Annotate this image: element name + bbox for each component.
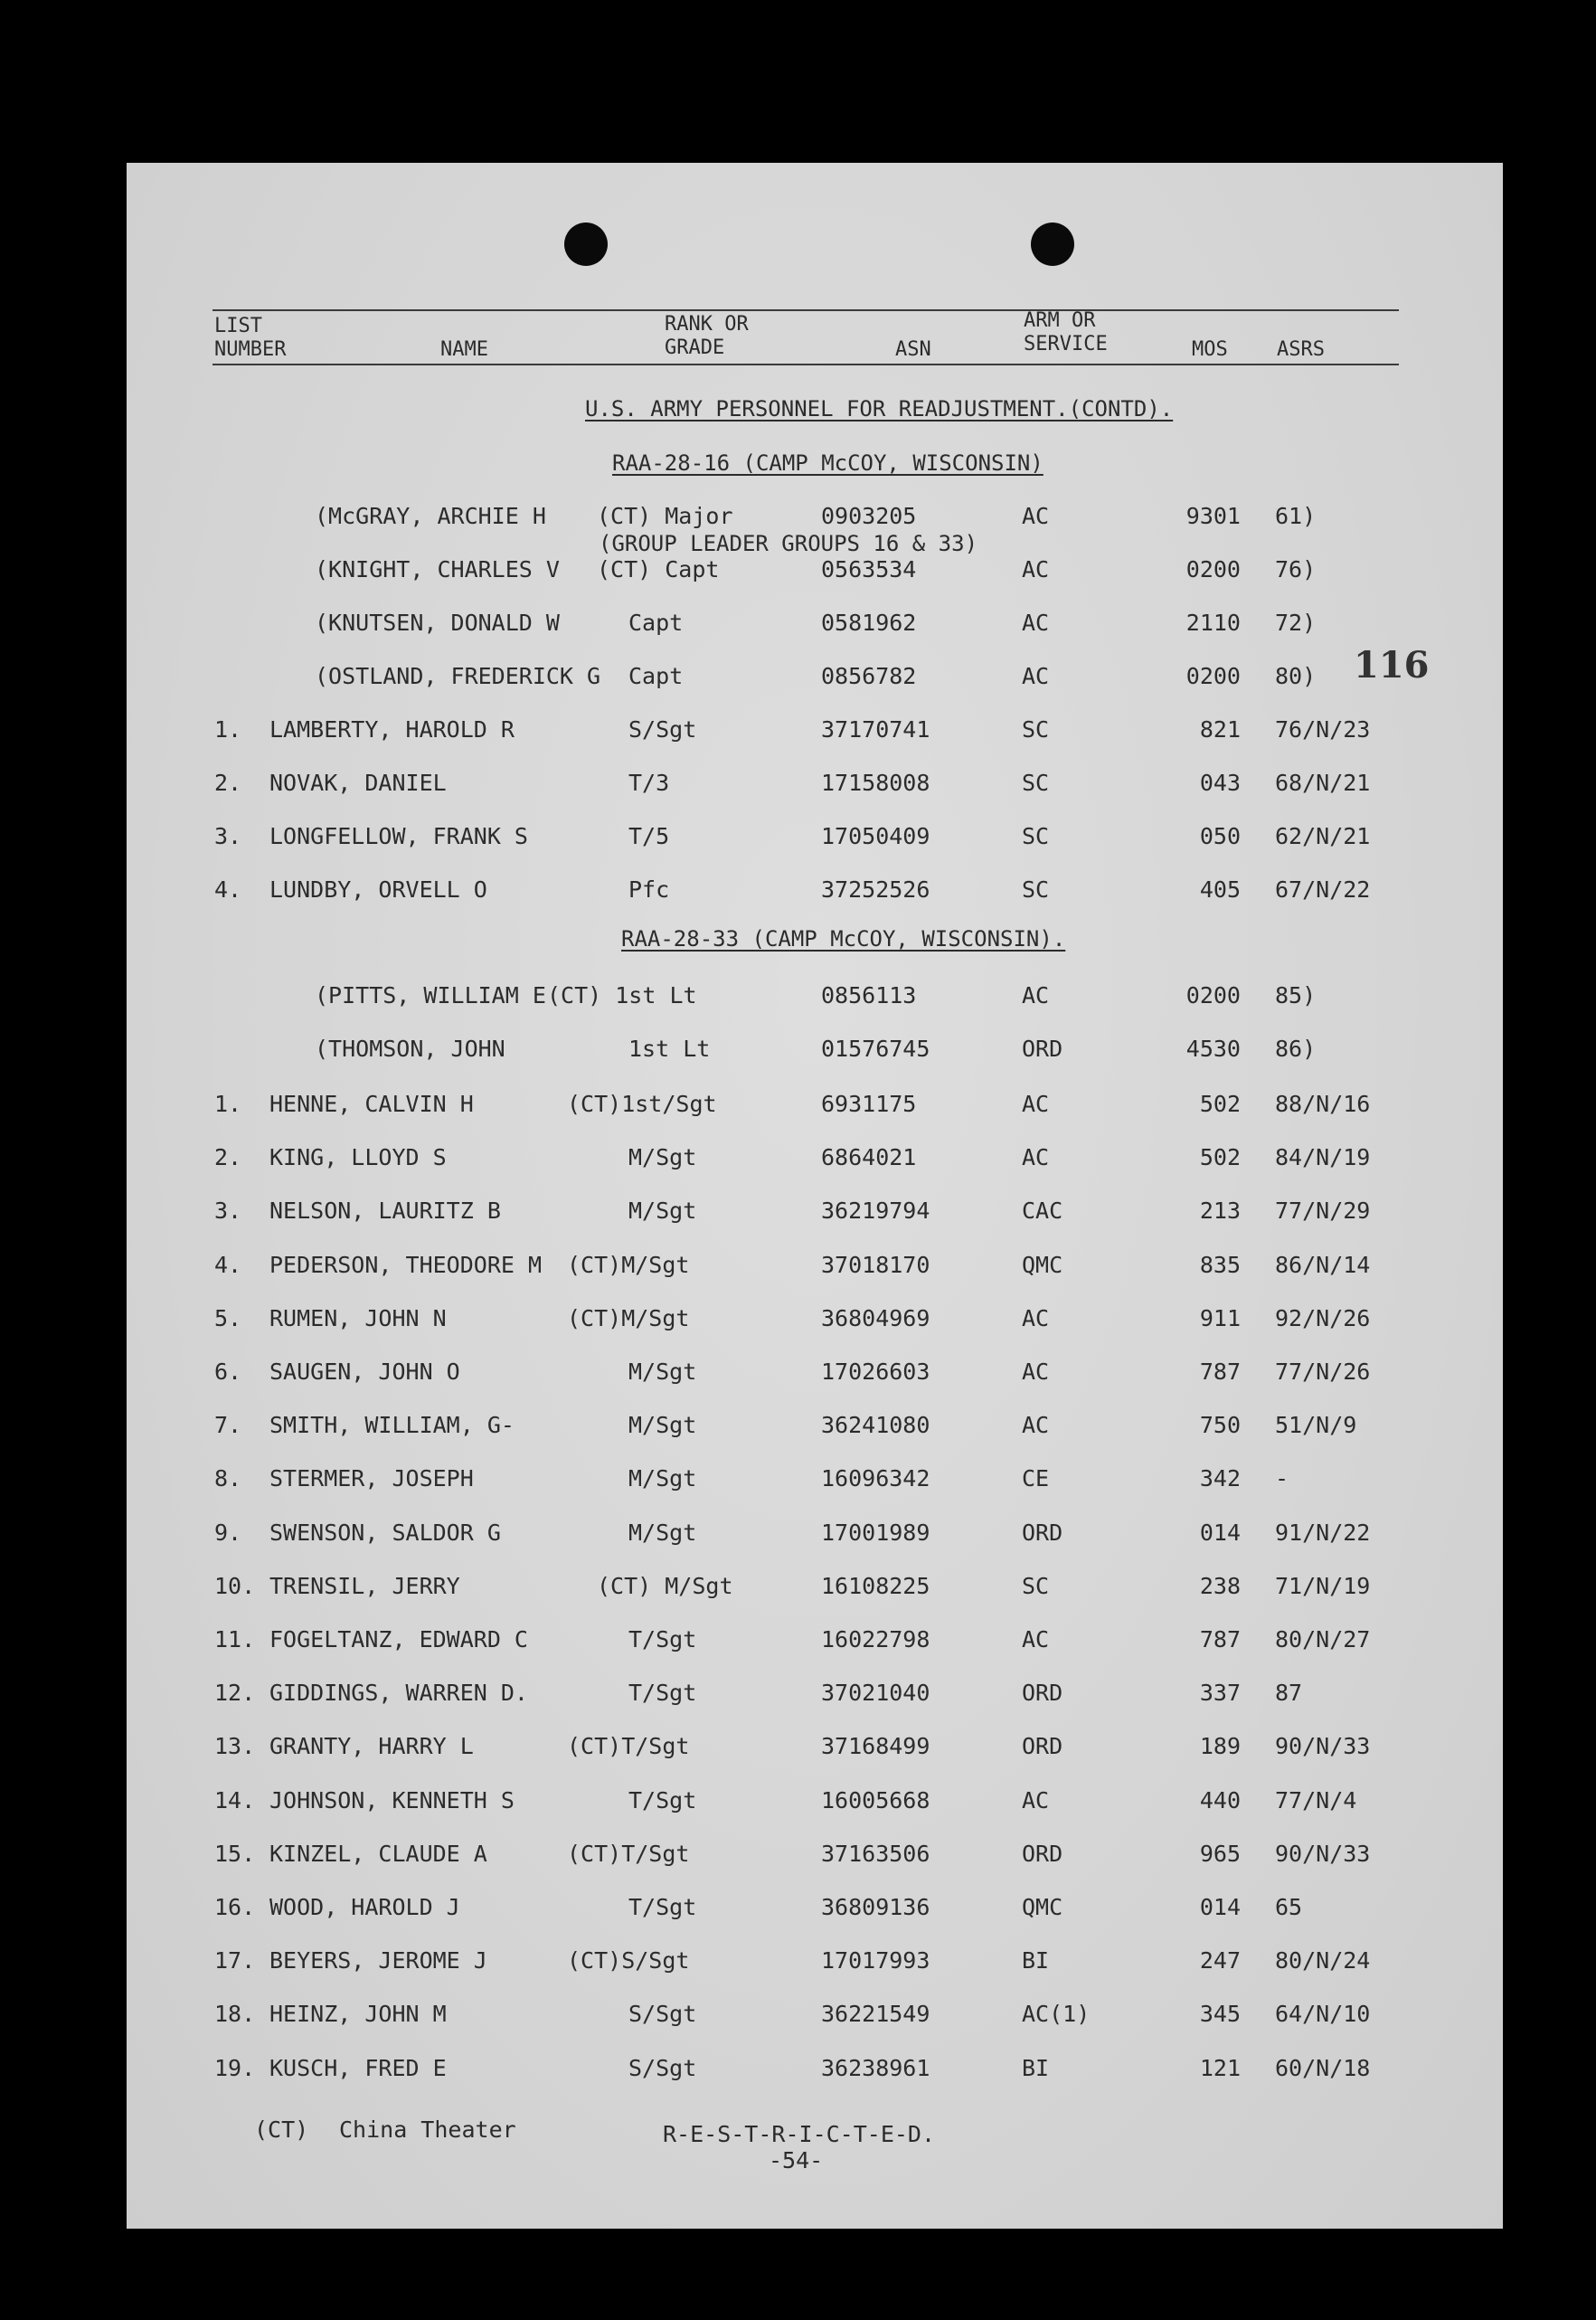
arm-or-service: ORD <box>1022 1840 1063 1867</box>
asrs: 85) <box>1275 982 1317 1008</box>
arm-or-service: AC <box>1022 1626 1050 1652</box>
asrs: 51/N/9 <box>1275 1412 1357 1439</box>
asrs: 65 <box>1275 1894 1303 1920</box>
person-name: (OSTLAND, FREDERICK G <box>315 663 601 689</box>
rank-grade: M/Sgt <box>628 1465 697 1492</box>
asn: 37018170 <box>821 1251 930 1278</box>
asrs: 92/N/26 <box>1275 1304 1371 1331</box>
asrs: 90/N/33 <box>1275 1840 1371 1867</box>
list-number: 14. <box>214 1786 256 1813</box>
arm-or-service: QMC <box>1022 1251 1063 1278</box>
rank-grade: (CT) Capt <box>597 556 720 582</box>
rank-grade: Capt <box>628 610 684 636</box>
asrs: 60/N/18 <box>1275 2054 1371 2081</box>
mos: 121 <box>1199 2054 1241 2081</box>
asn: 37021040 <box>821 1680 930 1707</box>
mos: 0200 <box>1185 556 1241 582</box>
mos: 9301 <box>1185 503 1241 529</box>
asn: 37163506 <box>821 1840 930 1867</box>
rank-grade: S/Sgt <box>628 716 697 743</box>
person-name: SWENSON, SALDOR G <box>269 1519 501 1546</box>
asn: 37170741 <box>821 716 930 743</box>
arm-or-service: AC <box>1022 1304 1050 1331</box>
list-number: 9. <box>214 1519 242 1546</box>
mos: 911 <box>1199 1304 1241 1331</box>
rank-grade: T/Sgt <box>628 1786 697 1813</box>
arm-or-service: SC <box>1022 823 1050 849</box>
mos: 965 <box>1199 1840 1241 1867</box>
person-name: HENNE, CALVIN H <box>269 1091 474 1117</box>
asrs: 71/N/19 <box>1275 1572 1371 1599</box>
rank-grade: T/Sgt <box>628 1626 697 1652</box>
arm-or-service: SC <box>1022 770 1050 796</box>
list-number: 1. <box>214 1091 242 1117</box>
asrs: 80) <box>1275 663 1317 689</box>
asrs: 62/N/21 <box>1275 823 1371 849</box>
mos: 043 <box>1199 770 1241 796</box>
list-number: 7. <box>214 1412 242 1439</box>
list-number: 10. <box>214 1572 256 1599</box>
asrs: 77/N/26 <box>1275 1359 1371 1385</box>
arm-or-service: AC <box>1022 1786 1050 1813</box>
mos: 440 <box>1199 1786 1241 1813</box>
arm-or-service: AC <box>1022 503 1050 529</box>
asrs: 86/N/14 <box>1275 1251 1371 1278</box>
rank-grade: T/5 <box>628 823 670 849</box>
arm-or-service: AC(1) <box>1022 2001 1091 2028</box>
asn: 17026603 <box>821 1359 930 1385</box>
rank-grade: (CT)M/Sgt <box>567 1251 690 1278</box>
mos: 247 <box>1199 1947 1241 1974</box>
list-number: 6. <box>214 1359 242 1385</box>
arm-or-service: AC <box>1022 663 1050 689</box>
mos: 189 <box>1199 1733 1241 1760</box>
arm-or-service: QMC <box>1022 1894 1063 1920</box>
header-arm-or-service: ARM OR SERVICE <box>1024 309 1108 355</box>
asrs: 80/N/27 <box>1275 1626 1371 1652</box>
asrs: 76/N/23 <box>1275 716 1371 743</box>
arm-or-service: AC <box>1022 556 1050 582</box>
asrs: 72) <box>1275 610 1317 636</box>
rank-grade: (CT) Major <box>597 503 733 529</box>
person-name: FOGELTANZ, EDWARD C <box>269 1626 528 1652</box>
asn: 17158008 <box>821 770 930 796</box>
mos: 0200 <box>1185 663 1241 689</box>
person-name: (KNUTSEN, DONALD W <box>315 610 560 636</box>
asn: 36804969 <box>821 1304 930 1331</box>
list-number: 4. <box>214 876 242 903</box>
person-name: BEYERS, JEROME J <box>269 1947 487 1974</box>
rank-grade: (CT) 1st Lt <box>547 982 697 1008</box>
document-page <box>127 163 1503 2229</box>
asrs: 77/N/29 <box>1275 1198 1371 1225</box>
rank-grade: 1st Lt <box>628 1036 711 1062</box>
list-number: 2. <box>214 1144 242 1171</box>
person-name: NOVAK, DANIEL <box>269 770 447 796</box>
mos: 345 <box>1199 2001 1241 2028</box>
person-name: KUSCH, FRED E <box>269 2054 447 2081</box>
rank-grade: M/Sgt <box>628 1519 697 1546</box>
asn: 37168499 <box>821 1733 930 1760</box>
rank-grade: Capt <box>628 663 684 689</box>
mos: 787 <box>1199 1359 1241 1385</box>
arm-or-service: BI <box>1022 1947 1050 1974</box>
person-name: (McGRAY, ARCHIE H <box>315 503 546 529</box>
asrs: 90/N/33 <box>1275 1733 1371 1760</box>
rank-grade: M/Sgt <box>628 1198 697 1225</box>
mos: 0200 <box>1185 982 1241 1008</box>
person-name: GRANTY, HARRY L <box>269 1733 474 1760</box>
header-asrs: ASRS <box>1277 338 1325 361</box>
mos: 2110 <box>1185 610 1241 636</box>
arm-or-service: AC <box>1022 610 1050 636</box>
mos: 787 <box>1199 1626 1241 1652</box>
arm-or-service: AC <box>1022 1359 1050 1385</box>
person-name: LONGFELLOW, FRANK S <box>269 823 528 849</box>
list-number: 4. <box>214 1251 242 1278</box>
main-title: U.S. ARMY PERSONNEL FOR READJUSTMENT.(CONTD). <box>585 396 1174 421</box>
mos: 4530 <box>1185 1036 1241 1062</box>
arm-or-service: SC <box>1022 716 1050 743</box>
list-number: 13. <box>214 1733 256 1760</box>
asn: 16108225 <box>821 1572 930 1599</box>
arm-or-service: BI <box>1022 2054 1050 2081</box>
asn: 36221549 <box>821 2001 930 2028</box>
asrs: 76) <box>1275 556 1317 582</box>
rank-grade: M/Sgt <box>628 1144 697 1171</box>
header-top-rule <box>212 309 1399 311</box>
rank-grade: T/Sgt <box>628 1680 697 1707</box>
asn: 6931175 <box>821 1091 917 1117</box>
rank-grade: (CT)1st/Sgt <box>567 1091 717 1117</box>
rank-grade: (CT)S/Sgt <box>567 1947 690 1974</box>
arm-or-service: ORD <box>1022 1733 1063 1760</box>
person-name: SMITH, WILLIAM, G- <box>269 1412 515 1439</box>
group-leader-note: (GROUP LEADER GROUPS 16 & 33) <box>599 531 978 556</box>
footer-ct-abbrev: (CT) <box>254 2116 309 2143</box>
asrs: 87 <box>1275 1680 1303 1707</box>
person-name: LAMBERTY, HAROLD R <box>269 716 515 743</box>
list-number: 19. <box>214 2054 256 2081</box>
asn: 0856113 <box>821 982 917 1008</box>
rank-grade: (CT)T/Sgt <box>567 1840 690 1867</box>
mos: 502 <box>1199 1091 1241 1117</box>
arm-or-service: SC <box>1022 876 1050 903</box>
arm-or-service: SC <box>1022 1572 1050 1599</box>
list-number: 12. <box>214 1680 256 1707</box>
list-number: 3. <box>214 1198 242 1225</box>
asrs: 80/N/24 <box>1275 1947 1371 1974</box>
arm-or-service: ORD <box>1022 1680 1063 1707</box>
punch-hole <box>564 223 608 266</box>
mos: 213 <box>1199 1198 1241 1225</box>
rank-grade: T/Sgt <box>628 1894 697 1920</box>
mos: 405 <box>1199 876 1241 903</box>
rank-grade: (CT)T/Sgt <box>567 1733 690 1760</box>
arm-or-service: AC <box>1022 1412 1050 1439</box>
list-number: 8. <box>214 1465 242 1492</box>
arm-or-service: ORD <box>1022 1519 1063 1546</box>
header-asn: ASN <box>895 338 931 361</box>
person-name: (KNIGHT, CHARLES V <box>315 556 560 582</box>
person-name: GIDDINGS, WARREN D. <box>269 1680 528 1707</box>
person-name: (THOMSON, JOHN <box>315 1036 505 1062</box>
person-name: WOOD, HAROLD J <box>269 1894 460 1920</box>
header-rank: RANK OR GRADE <box>665 313 749 359</box>
header-mos: MOS <box>1192 338 1228 361</box>
person-name: NELSON, LAURITZ B <box>269 1198 501 1225</box>
asn: 16005668 <box>821 1786 930 1813</box>
mos: 342 <box>1199 1465 1241 1492</box>
asrs: 84/N/19 <box>1275 1144 1371 1171</box>
asn: 17001989 <box>821 1519 930 1546</box>
arm-or-service: AC <box>1022 1144 1050 1171</box>
list-number: 15. <box>214 1840 256 1867</box>
asn: 01576745 <box>821 1036 930 1062</box>
rank-grade: T/3 <box>628 770 670 796</box>
person-name: KING, LLOYD S <box>269 1144 447 1171</box>
arm-or-service: AC <box>1022 1091 1050 1117</box>
list-number: 18. <box>214 2001 256 2028</box>
asrs: 61) <box>1275 503 1317 529</box>
asn: 36219794 <box>821 1198 930 1225</box>
asrs: 88/N/16 <box>1275 1091 1371 1117</box>
arm-or-service: ORD <box>1022 1036 1063 1062</box>
rank-grade: S/Sgt <box>628 2001 697 2028</box>
asrs: 91/N/22 <box>1275 1519 1371 1546</box>
section1-title: RAA-28-16 (CAMP McCOY, WISCONSIN) <box>612 450 1044 476</box>
asn: 0856782 <box>821 663 917 689</box>
asn: 17017993 <box>821 1947 930 1974</box>
asn: 6864021 <box>821 1144 917 1171</box>
list-number: 2. <box>214 770 242 796</box>
person-name: TRENSIL, JERRY <box>269 1572 460 1599</box>
mos: 835 <box>1199 1251 1241 1278</box>
asrs: 77/N/4 <box>1275 1786 1357 1813</box>
punch-hole <box>1031 223 1074 266</box>
asn: 17050409 <box>821 823 930 849</box>
asn: 36809136 <box>821 1894 930 1920</box>
asrs: 86) <box>1275 1036 1317 1062</box>
arm-or-service: CE <box>1022 1465 1050 1492</box>
mos: 337 <box>1199 1680 1241 1707</box>
person-name: KINZEL, CLAUDE A <box>269 1840 487 1867</box>
rank-grade: (CT) M/Sgt <box>597 1572 733 1599</box>
person-name: SAUGEN, JOHN O <box>269 1359 460 1385</box>
rank-grade: (CT)M/Sgt <box>567 1304 690 1331</box>
person-name: RUMEN, JOHN N <box>269 1304 447 1331</box>
rank-grade: M/Sgt <box>628 1412 697 1439</box>
mos: 014 <box>1199 1519 1241 1546</box>
header-bottom-rule <box>212 364 1399 365</box>
asn: 37252526 <box>821 876 930 903</box>
footer-restricted: R-E-S-T-R-I-C-T-E-D. <box>663 2121 936 2147</box>
asrs: - <box>1275 1465 1289 1492</box>
asn: 0581962 <box>821 610 917 636</box>
footer-ct-meaning: China Theater <box>339 2116 516 2143</box>
asrs: 64/N/10 <box>1275 2001 1371 2028</box>
asrs: 67/N/22 <box>1275 876 1371 903</box>
mos: 821 <box>1199 716 1241 743</box>
arm-or-service: CAC <box>1022 1198 1063 1225</box>
list-number: 5. <box>214 1304 242 1331</box>
asn: 36241080 <box>821 1412 930 1439</box>
person-name: PEDERSON, THEODORE M <box>269 1251 543 1278</box>
arm-or-service: AC <box>1022 982 1050 1008</box>
rank-grade: S/Sgt <box>628 2054 697 2081</box>
asrs: 68/N/21 <box>1275 770 1371 796</box>
asn: 0903205 <box>821 503 917 529</box>
asn: 16022798 <box>821 1626 930 1652</box>
asn: 16096342 <box>821 1465 930 1492</box>
rank-grade: Pfc <box>628 876 670 903</box>
section2-title: RAA-28-33 (CAMP McCOY, WISCONSIN). <box>621 926 1066 952</box>
list-number: 3. <box>214 823 242 849</box>
asn: 0563534 <box>821 556 917 582</box>
header-list-number: LIST NUMBER <box>214 315 287 361</box>
list-number: 17. <box>214 1947 256 1974</box>
mos: 050 <box>1199 823 1241 849</box>
mos: 502 <box>1199 1144 1241 1171</box>
header-name: NAME <box>440 338 488 361</box>
mos: 014 <box>1199 1894 1241 1920</box>
person-name: STERMER, JOSEPH <box>269 1465 474 1492</box>
person-name: (PITTS, WILLIAM E <box>315 982 546 1008</box>
mos: 750 <box>1199 1412 1241 1439</box>
list-number: 11. <box>214 1626 256 1652</box>
person-name: JOHNSON, KENNETH S <box>269 1786 515 1813</box>
rank-grade: M/Sgt <box>628 1359 697 1385</box>
footer-page-number: -54- <box>769 2147 824 2173</box>
asn: 36238961 <box>821 2054 930 2081</box>
stamp-number: 116 <box>1354 644 1430 687</box>
person-name: LUNDBY, ORVELL O <box>269 876 487 903</box>
list-number: 1. <box>214 716 242 743</box>
list-number: 16. <box>214 1894 256 1920</box>
person-name: HEINZ, JOHN M <box>269 2001 447 2028</box>
mos: 238 <box>1199 1572 1241 1599</box>
